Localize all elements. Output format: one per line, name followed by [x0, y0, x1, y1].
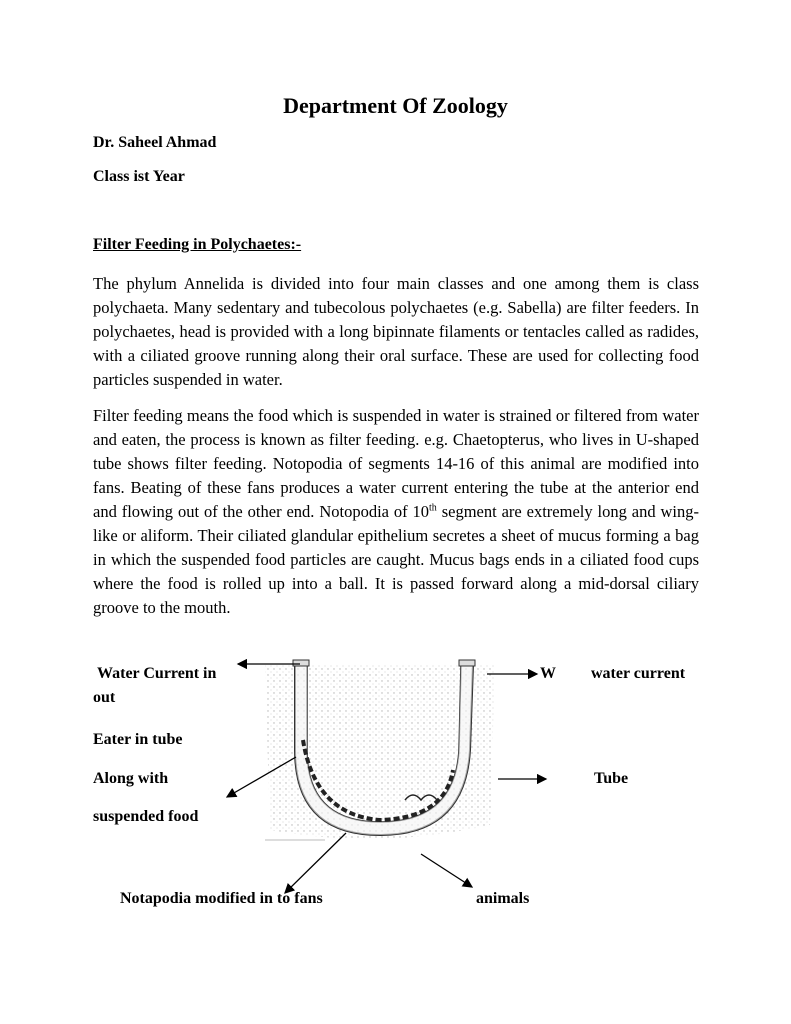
label-tube: Tube	[594, 770, 629, 787]
label-water-current-in: Water Current in	[97, 665, 217, 682]
arrow-notopodia	[285, 833, 346, 893]
class-line: Class ist Year	[93, 168, 185, 185]
paragraph-2-part1: Filter feeding means the food which is suspended in water is strained or filtered from water and eaten, the process is known as filter feeding. e.g. Chaetopterus, who lives in U-shaped tube shows filter feeding. Notopodia of segments 14-16 of this animal are modified into fans. Beating of these fans produces a water current entering the tube at the anterior end and flowing out of the other end. Notopodia of 10	[93, 406, 699, 521]
arrow-animals	[421, 854, 472, 887]
label-suspended-food: suspended food	[93, 808, 199, 825]
superscript-th: th	[429, 502, 437, 514]
label-eater-in-tube: Eater in tube	[93, 731, 183, 748]
label-along-with: Along with	[93, 770, 169, 787]
label-water-current: water current	[591, 665, 686, 682]
arrow-eater	[227, 757, 296, 797]
label-w: W	[540, 665, 556, 682]
paragraph-1: The phylum Annelida is divided into four main classes and one among them is class polychaeta. Many sedentary and tubecolous polychaetes (e.g. Sabella) are filter feeders. In polychaetes, head is provided with a long bipinnate filaments or tentacles called as radides, with a ciliated groove running along their oral surface. These are used for collecting food particles suspended in water.	[93, 274, 699, 389]
paragraph-2-part2: segment are extremely long and wing-like or aliform. Their ciliated glandular epithelium secretes a sheet of mucus forming a bag in which the suspended food particles are caught. Mucus bags ends in a ciliated food cups where the food is rolled up into a ball. It is passed forward along a mid-dorsal ciliary groove to the mouth.	[93, 502, 699, 617]
section-heading: Filter Feeding in Polychaetes:-	[93, 236, 302, 253]
label-out: out	[93, 689, 116, 706]
label-animals: animals	[476, 890, 530, 907]
author-name: Dr. Saheel Ahmad	[93, 134, 217, 151]
label-notopodia: Notapodia modified in to fans	[120, 890, 323, 907]
page-title: Department Of Zoology	[283, 93, 508, 118]
